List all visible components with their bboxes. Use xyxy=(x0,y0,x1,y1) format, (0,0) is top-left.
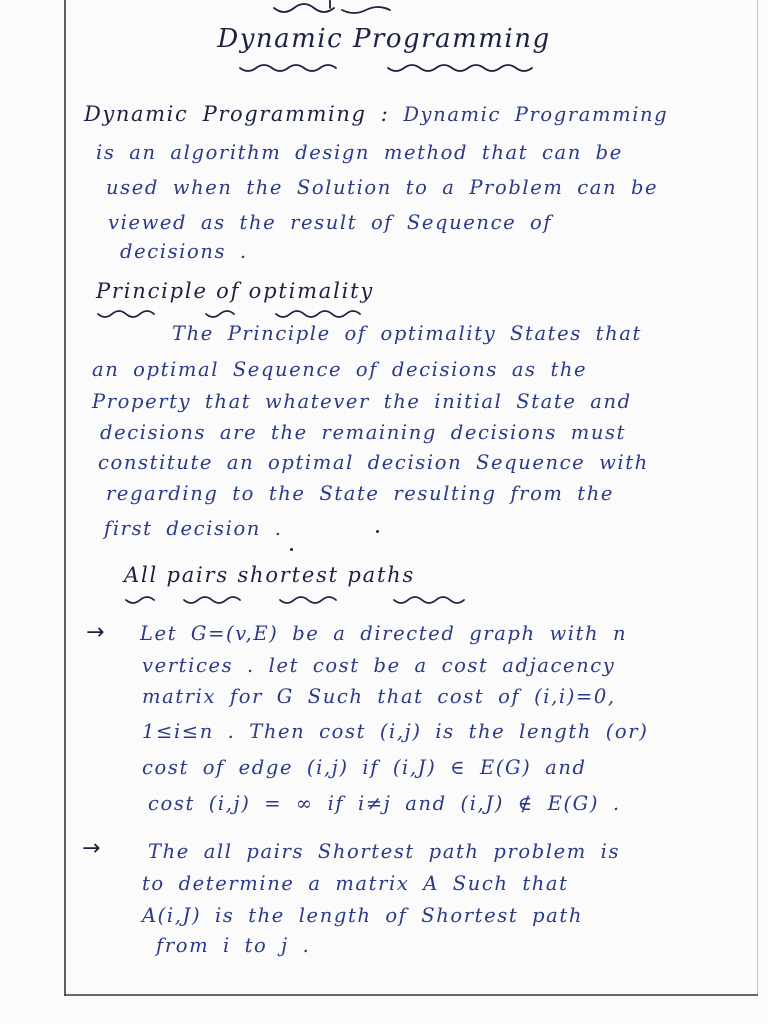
stray-mark xyxy=(376,530,379,533)
principle-line-3: Property that whatever the initial State and xyxy=(92,390,632,413)
title-underline xyxy=(238,60,548,76)
left-margin-line xyxy=(64,0,66,996)
apsp-bullet1-line-1: Let G=(v,E) be a directed graph with n xyxy=(140,622,628,645)
principle-line-6: regarding to the State resulting from the xyxy=(106,482,615,505)
principle-line-2: an optimal Sequence of decisions as the xyxy=(92,358,588,381)
apsp-bullet2-line-4: from i to j . xyxy=(156,934,311,957)
apsp-bullet2-line-2: to determine a matrix A Such that xyxy=(142,872,569,895)
principle-line-4: decisions are the remaining decisions must xyxy=(100,421,627,444)
bottom-rule xyxy=(64,994,758,996)
right-margin-line xyxy=(757,0,758,996)
principle-heading: Principle of optimality xyxy=(96,279,375,303)
principle-line-7: first decision . xyxy=(104,517,283,540)
apsp-underline xyxy=(124,594,474,608)
definition-text: Dynamic Programming xyxy=(403,103,669,126)
definition-line-5: decisions . xyxy=(120,240,248,263)
principle-underline xyxy=(96,308,396,322)
definition-line-4: viewed as the result of Sequence of xyxy=(108,211,553,234)
page-title: Dynamic Programming xyxy=(217,24,551,54)
principle-line-1: The Principle of optimality States that xyxy=(172,322,642,345)
definition-line-2: is an algorithm design method that can be xyxy=(96,141,623,164)
definition-term: Dynamic Programming : xyxy=(84,102,390,126)
apsp-bullet1-line-4: 1≤i≤n . Then cost (i,j) is the length (or) xyxy=(142,720,649,743)
arrow-icon: → xyxy=(86,620,105,645)
apsp-bullet1-line-3: matrix for G Such that cost of (i,i)=0, xyxy=(142,685,616,708)
apsp-bullet2-line-3: A(i,J) is the length of Shortest path xyxy=(142,904,583,927)
apsp-bullet2-line-1: The all pairs Shortest path problem is xyxy=(148,840,621,863)
apsp-bullet1-line-5: cost of edge (i,j) if (i,J) ∈ E(G) and xyxy=(142,756,587,779)
apsp-bullet1-line-2: vertices . let cost be a cost adjacency xyxy=(142,654,616,677)
arrow-icon: → xyxy=(82,836,101,861)
definition-line-3: used when the Solution to a Problem can be xyxy=(106,176,659,199)
definition-line-1 xyxy=(84,102,668,126)
apsp-heading: All pairs shortest paths xyxy=(124,563,416,587)
principle-line-5: constitute an optimal decision Sequence with xyxy=(98,451,649,474)
stray-mark xyxy=(290,548,293,551)
apsp-bullet1-line-6: cost (i,j) = ∞ if i≠j and (i,J) ∉ E(G) . xyxy=(148,792,621,815)
top-squiggle xyxy=(272,0,402,16)
